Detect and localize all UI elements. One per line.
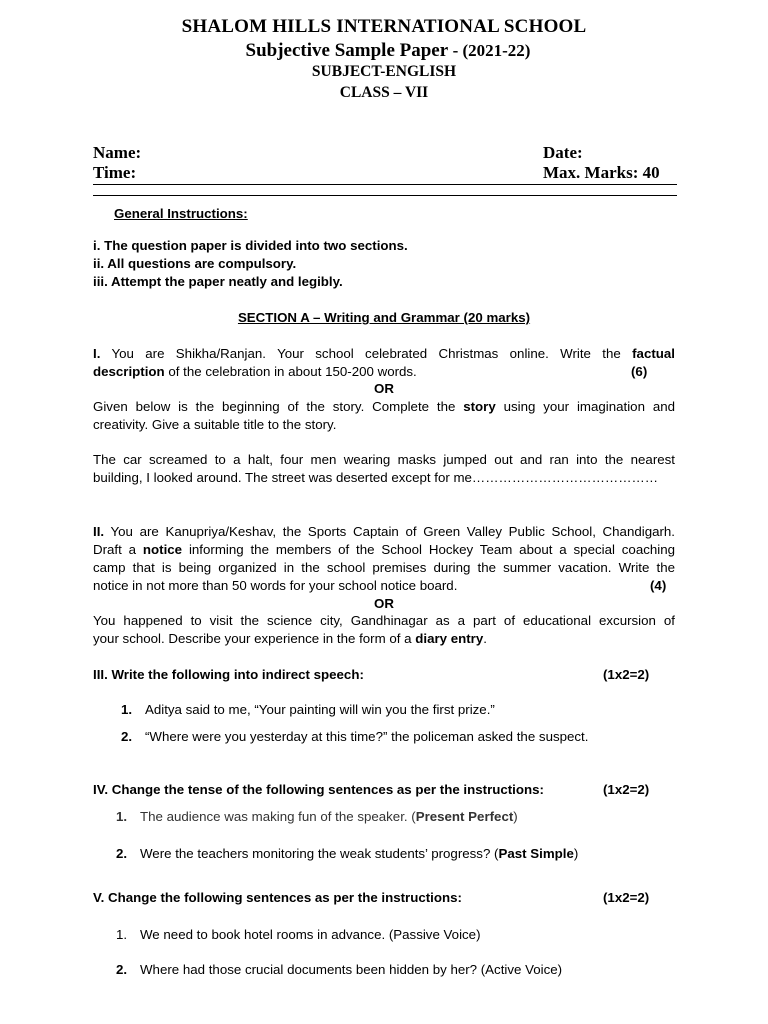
item-instruction: Present Perfect: [415, 809, 514, 824]
q5-heading: V. Change the following sentences as per the instructions:: [93, 890, 462, 905]
list-item: [116, 845, 578, 863]
list-item: [121, 728, 588, 746]
instruction-item: iii. Attempt the paper neatly and legibly.: [93, 274, 343, 289]
q2-notice: notice: [142, 542, 183, 557]
class-line: CLASS – VII: [339, 84, 429, 101]
q1-line-5: The car screamed to a halt, four men wearing masks jumped out and ran into the nearest: [93, 452, 675, 467]
q2-text-2a: Draft a: [93, 542, 137, 557]
q1-story: story: [463, 399, 496, 414]
q2-text-6b: .: [483, 631, 487, 646]
instruction-item: i. The question paper is divided into two sections.: [93, 238, 408, 253]
q4-marks: (1x2=2): [603, 782, 650, 797]
q2-line-5: You happened to visit the science city, Gandhinagar as a part of educational excursion of: [93, 613, 675, 628]
q1-line-1: [93, 345, 675, 363]
q1-description: description: [93, 364, 165, 379]
q1-line-3: [93, 398, 675, 416]
paper-title: [4, 40, 768, 62]
item-close: ): [513, 809, 518, 824]
q4-heading: IV. Change the tense of the following sentences as per the instructions:: [93, 782, 544, 797]
q2-diary-entry: diary entry: [415, 631, 484, 646]
paper-title-text: Subjective Sample Paper: [245, 40, 448, 61]
q2-line-4: notice in not more than 50 words for your school notice board.: [93, 578, 458, 593]
item-close: ): [573, 846, 579, 861]
item-number: 2.: [121, 729, 133, 744]
school-name: SHALOM HILLS INTERNATIONAL SCHOOL: [181, 16, 587, 37]
max-marks-label: Max. Marks: 40: [543, 163, 660, 182]
item-number: 1.: [121, 702, 133, 717]
item-text: “Where were you yesterday at this time?” the policeman asked the suspect.: [145, 729, 589, 744]
q2-number: II.: [93, 524, 105, 539]
q1-text-a: You are Shikha/Ranjan. Your school celebrated Christmas online. Write the: [111, 346, 621, 361]
q1-line-2: [93, 363, 417, 381]
list-item: [116, 961, 562, 979]
item-text: Were the teachers monitoring the weak students’ progress? (: [140, 846, 499, 861]
paper-year: - (2021-22): [452, 41, 531, 60]
q1-or: OR: [374, 381, 394, 396]
q1-text-b: of the celebration in about 150-200 words.: [168, 364, 417, 379]
item-instruction: Past Simple: [498, 846, 574, 861]
item-number: 1.: [116, 809, 128, 824]
list-item: [121, 701, 495, 719]
instructions-heading: General Instructions:: [114, 206, 248, 221]
q2-text-1: You are Kanupriya/Keshav, the Sports Captain of Green Valley Public School, Chandigarh.: [110, 524, 675, 539]
item-text: Where had those crucial documents been hidden by her? (Active Voice): [140, 962, 563, 977]
q3-heading: III. Write the following into indirect speech:: [93, 667, 364, 682]
date-label: Date:: [543, 143, 583, 162]
q1-number: I.: [93, 346, 101, 361]
item-text: The audience was making fun of the speaker. (: [140, 809, 416, 824]
q2-line-3: camp that is being organized in the school premises during the summer vacation. Write the: [93, 560, 675, 575]
q1-story-pre: Given below is the beginning of the story. Complete the: [93, 399, 456, 414]
q3-marks: (1x2=2): [603, 667, 650, 682]
q2-marks: (4): [650, 578, 667, 593]
item-number: 1.: [116, 927, 128, 942]
q2-line-2: [93, 541, 675, 559]
q1-factual: factual: [632, 346, 675, 361]
item-number: 2.: [116, 962, 128, 977]
list-item: [116, 926, 481, 944]
time-label: Time:: [93, 163, 137, 182]
q2-text-2b: informing the members of the School Hockey Team about a special coaching: [188, 542, 676, 557]
q1-story-post: using your imagination and: [503, 399, 675, 414]
name-label: Name:: [93, 143, 142, 162]
header-divider-bottom: [93, 195, 677, 196]
header-divider-top: [93, 184, 677, 185]
q1-line-4: creativity. Give a suitable title to the story.: [93, 417, 337, 432]
subject-line: SUBJECT-ENGLISH: [311, 63, 457, 80]
section-a-heading: SECTION A – Writing and Grammar (20 marks): [237, 310, 531, 325]
instruction-item: ii. All questions are compulsory.: [93, 256, 297, 271]
q2-or: OR: [374, 596, 394, 611]
q2-line-1: [93, 523, 675, 541]
q2-text-6a: your school. Describe your experience in the form of a: [93, 631, 412, 646]
q2-line-6: [93, 630, 487, 648]
list-item: [116, 808, 518, 826]
q5-marks: (1x2=2): [603, 890, 650, 905]
q1-marks: (6): [631, 364, 648, 379]
item-number: 2.: [116, 846, 128, 861]
item-text: We need to book hotel rooms in advance. (Passive Voice): [140, 927, 481, 942]
q1-line-6: building, I looked around. The street was deserted except for me……………………………………: [93, 470, 659, 485]
item-text: Aditya said to me, “Your painting will win you the first prize.”: [145, 702, 495, 717]
